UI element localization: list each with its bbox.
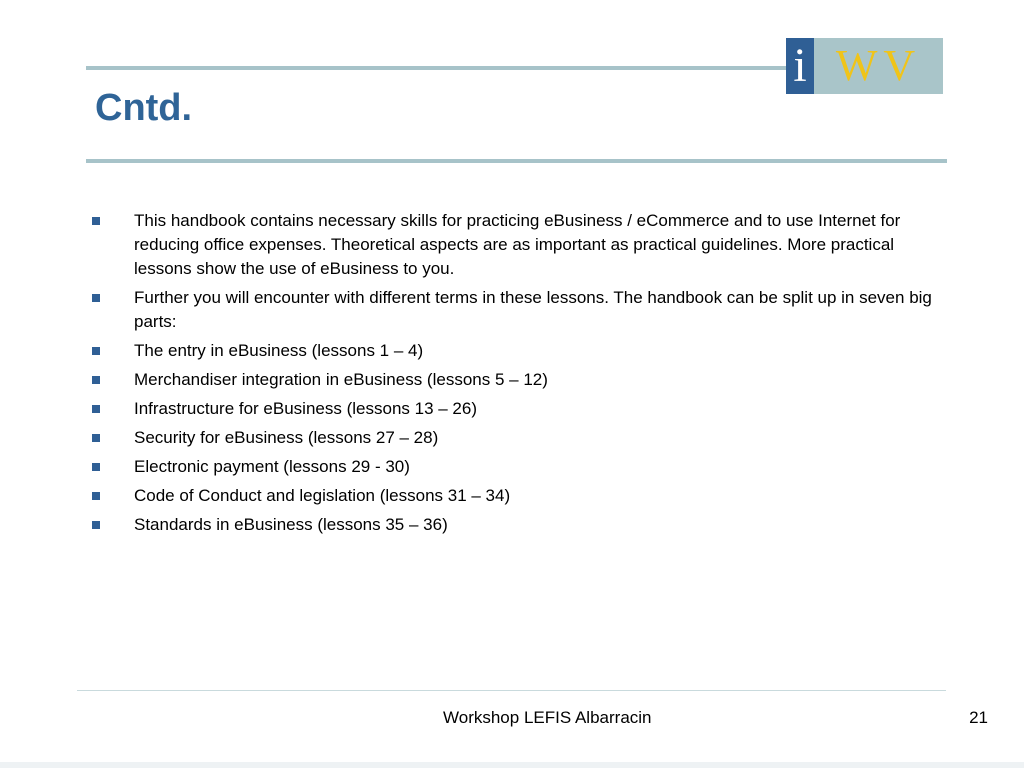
square-bullet-icon <box>92 521 100 529</box>
square-bullet-icon <box>92 347 100 355</box>
bullet-text: The entry in eBusiness (lessons 1 – 4) <box>134 341 424 360</box>
bullet-text: Standards in eBusiness (lessons 35 – 36) <box>134 515 448 534</box>
bullet-item <box>92 513 932 537</box>
bullet-item <box>92 397 932 421</box>
logo-letter-i: i <box>786 38 814 94</box>
bullet-item <box>92 426 932 450</box>
slide-title: Cntd. <box>95 87 193 129</box>
bullet-item <box>92 209 932 281</box>
bullet-item <box>92 455 932 479</box>
footer-divider <box>77 690 946 691</box>
bullet-item <box>92 368 932 392</box>
square-bullet-icon <box>92 492 100 500</box>
bullet-text: This handbook contains necessary skills for practicing eBusiness / eCommerce and to use Internet for reducing office expenses. Theoretical aspects are as important as practical guidelines. More practical lessons show the use of eBusiness to you. <box>134 211 901 278</box>
square-bullet-icon <box>92 376 100 384</box>
bullet-text: Code of Conduct and legislation (lessons 31 – 34) <box>134 486 511 505</box>
square-bullet-icon <box>92 217 100 225</box>
square-bullet-icon <box>92 434 100 442</box>
title-divider <box>86 159 947 163</box>
square-bullet-icon <box>92 463 100 471</box>
bottom-strip <box>0 762 1024 768</box>
bullet-text: Infrastructure for eBusiness (lessons 13 – 26) <box>134 399 477 418</box>
bullet-text: Merchandiser integration in eBusiness (lessons 5 – 12) <box>134 370 548 389</box>
slide-number: 21 <box>969 708 988 727</box>
bullet-text: Further you will encounter with different terms in these lessons. The handbook can be split up in seven big parts: <box>134 288 932 331</box>
bullet-text: Security for eBusiness (lessons 27 – 28) <box>134 428 439 447</box>
bullet-item <box>92 484 932 508</box>
logo-letters-wv: WV <box>814 38 943 94</box>
footer-text: Workshop LEFIS Albarracin <box>443 708 652 727</box>
bullet-item <box>92 339 932 363</box>
bullet-item <box>92 286 932 334</box>
bullet-text: Electronic payment (lessons 29 - 30) <box>134 457 410 476</box>
square-bullet-icon <box>92 294 100 302</box>
top-divider <box>86 66 786 70</box>
iwv-logo <box>786 38 943 94</box>
square-bullet-icon <box>92 405 100 413</box>
bullet-list <box>92 209 932 542</box>
